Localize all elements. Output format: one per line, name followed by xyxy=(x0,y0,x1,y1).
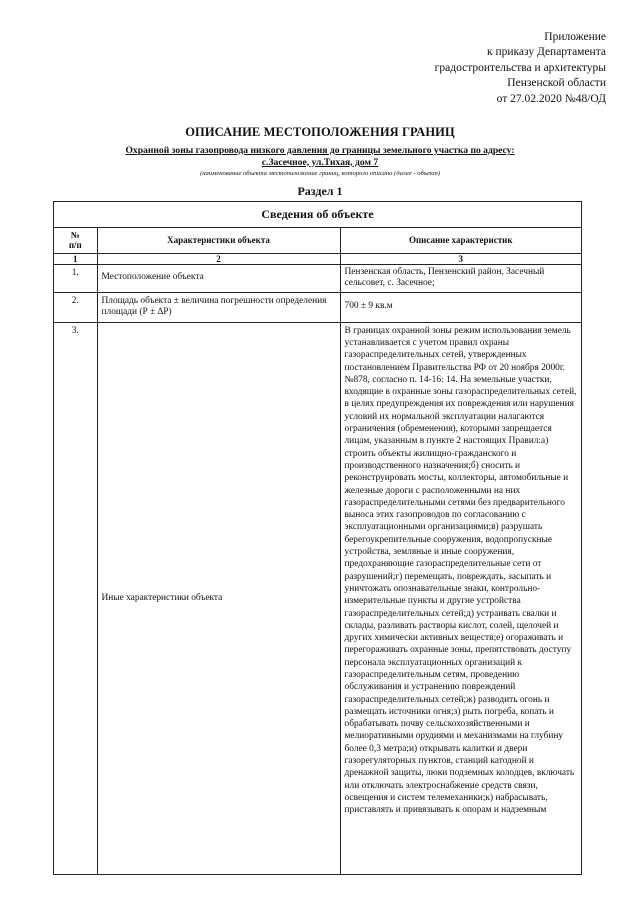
row-description: Пензенская область, Пензенский район, Засечный сельсовет, с. Засечное; xyxy=(340,264,581,292)
object-name-line-2: с.Засечное, ул.Тихая, дом 7 xyxy=(261,156,379,168)
annex-line: к приказу Департамента xyxy=(487,46,606,59)
object-name xyxy=(40,145,600,168)
document-title: ОПИСАНИЕ МЕСТОПОЛОЖЕНИЯ ГРАНИЦ xyxy=(185,125,455,139)
index-row xyxy=(54,253,581,264)
index-cell: 2 xyxy=(97,253,340,264)
column-header-num xyxy=(54,228,97,253)
characteristics-table xyxy=(54,228,581,875)
column-header-description: Описание характеристик xyxy=(340,228,581,253)
row-number: 1. xyxy=(54,264,97,292)
annex-line: Пензенской области xyxy=(507,77,606,90)
row-number: 2. xyxy=(54,292,97,322)
object-name-line-1: Охранной зоны газопровода низкого давления до границы земельного участка по адресу: xyxy=(125,145,515,156)
row-characteristic: Местоположение объекта xyxy=(97,264,340,292)
row-characteristic: Иные характеристики объекта xyxy=(97,322,340,875)
index-cell: 3 xyxy=(340,253,581,264)
table-row xyxy=(54,292,581,322)
num-header-label: № п/п xyxy=(68,230,82,251)
annex-block xyxy=(366,30,606,107)
row-description: В границах охранной зоны режим использования земель устанавливается с учетом правил охраны газораспределительных сетей, утвержденных постановлением Правительства РФ от 20 ноября 2000г. №878, согласно п. 14-16: 14. На земельные участки, входящие в охранные зоны газораспределительных сетей, в целях предупреждения их повреждения или нарушения условий их нормальной эксплуатации налагаются ограничения (обременения), которыми запрещается лицам, указанным в пункте 2 настоящих Правил:а) строить объекты жилищно-гражданского и производственного назначения;б) сносить и реконструировать мосты, коллекторы, автомобильные и железные дороги с расположенными на них газораспределительными сетями без предварительного выноса этих газопроводов по согласованию с эксплуатационными организациями;в) разрушать берегоукрепительные сооружения, водопропускные устройства, земляные и иные сооружения, предохраняющие газораспределительные сети от разрушений;г) перемещать, повреждать, засыпать и уничтожать опознавательные знаки, контрольно-измерительные пункты и другие устройства газораспределительных сетей;д) устраивать свалки и склады, разливать растворы кислот, солей, щелочей и других химически активных веществ;е) огораживать и перегораживать охранные зоны, препятствовать доступу персонала эксплуатационных организаций к газораспределительным сетям, проведению обслуживания и устранению повреждений газораспределительных сетей;ж) разводить огонь и размещать источники огня;з) рыть погреба, копать и обрабатывать почву сельскохозяйственными и мелиоративными орудиями и механизмами на глубину более 0,3 метра;и) открывать калитки и двери газорегуляторных пунктов, станций катодной и дренажной защиты, люки подземных колодцев, включать или отключать электроснабжение средств связи, освещения и систем телемеханики;к) набрасывать, приставлять и привязывать к опорам и надземным xyxy=(340,322,581,875)
table-row xyxy=(54,322,581,875)
index-cell: 1 xyxy=(54,253,97,264)
column-header-characteristic: Характеристики объекта xyxy=(97,228,340,253)
section-title: Раздел 1 xyxy=(297,184,343,198)
row-description: 700 ± 9 кв.м xyxy=(340,292,581,322)
annex-line: Приложение xyxy=(544,31,606,43)
row-number: 3. xyxy=(54,322,97,875)
table-row xyxy=(54,264,581,292)
annex-line: градостроительства и архитектуры xyxy=(434,61,606,74)
row-characteristic: Площадь объекта ± величина погрешности определения площади (Р ± ∆Р) xyxy=(97,292,340,322)
annex-line: от 27.02.2020 №48/ОД xyxy=(496,92,606,105)
object-caption: (наименование объекта местоположение границ, которого описано (далее - объект) xyxy=(200,170,440,177)
object-info-table xyxy=(53,201,582,875)
info-header: Сведения об объекте xyxy=(54,202,581,228)
